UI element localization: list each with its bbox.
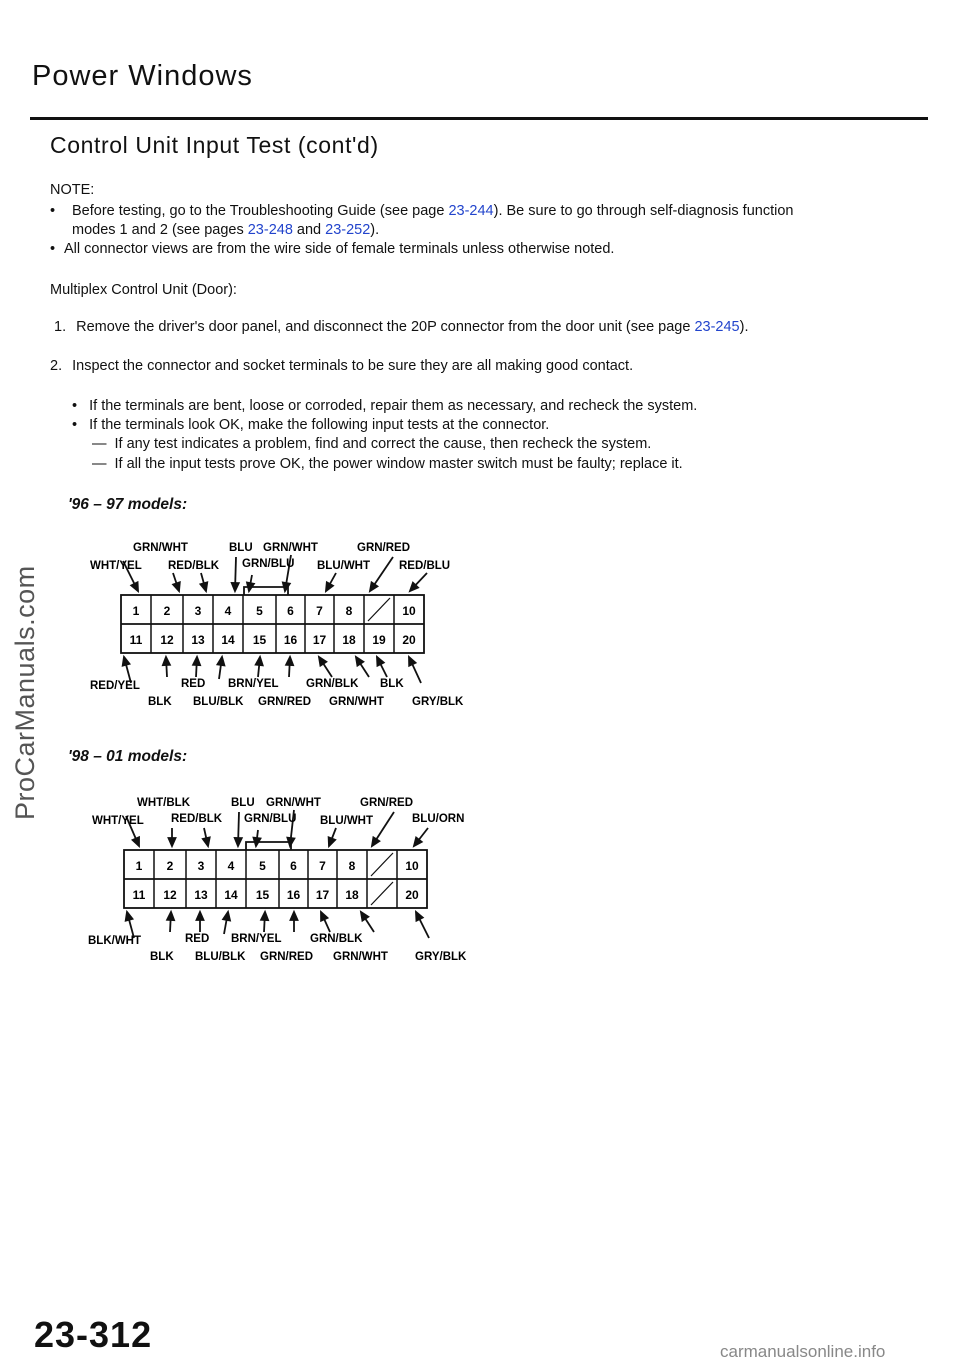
wire-label: GRN/WHT — [266, 797, 321, 809]
pin-number: 13 — [194, 888, 208, 902]
pin-number: 11 — [132, 888, 146, 902]
wire-arrows — [123, 555, 427, 683]
note-1-and: and — [292, 222, 326, 238]
step-1 — [54, 318, 924, 337]
wire-label: RED/BLK — [168, 560, 220, 572]
step-2-number: 2. — [50, 358, 63, 374]
connector-diagram-96-97 — [0, 525, 520, 715]
wire-label: GRN/WHT — [133, 542, 188, 554]
bullet: • — [72, 417, 78, 433]
wire-label: BLU/BLK — [193, 696, 244, 708]
wire-label: GRY/BLK — [412, 696, 464, 708]
arrow-head — [377, 657, 384, 666]
dash: — — [92, 436, 107, 452]
pin-number: 11 — [129, 633, 143, 647]
pin-number: 20 — [402, 633, 416, 647]
pin-number: 14 — [221, 633, 235, 647]
wire-arrows — [126, 810, 429, 938]
note-2-text: All connector views are from the wire side of female terminals unless otherwise noted. — [64, 241, 615, 257]
wire-label: GRN/RED — [260, 951, 314, 963]
pin-number: 8 — [348, 859, 356, 873]
pin-number: 6 — [290, 859, 297, 873]
pin-number: 16 — [286, 888, 301, 902]
step-2 — [50, 357, 920, 376]
note-1-text: Before testing, go to the Troubleshooting Guide (see page — [72, 203, 449, 219]
wire-label: RED — [181, 678, 206, 690]
pin-number: 6 — [287, 604, 294, 618]
diagram-2-heading: '98 – 01 models: — [68, 748, 188, 765]
arrow-head — [169, 838, 176, 846]
arrow-head — [232, 583, 239, 591]
unused-cell-slash — [368, 598, 390, 621]
pin-number: 3 — [194, 604, 202, 618]
bullet-1-text: If the terminals are bent, loose or corroded, repair them as necessary, and recheck the system. — [89, 398, 698, 414]
wire-label: BRN/YEL — [228, 678, 279, 690]
pin-number: 3 — [197, 859, 205, 873]
wire-label: GRN/RED — [357, 542, 411, 554]
arrow-head — [173, 582, 180, 591]
wire-label: BLK/WHT — [88, 935, 142, 947]
watermark: ProCarManuals.com — [10, 565, 40, 820]
arrow-head — [326, 582, 333, 591]
pin-number: 16 — [283, 633, 298, 647]
wire-label: GRY/BLK — [415, 951, 467, 963]
step-2-text: Inspect the connector and socket terminals to be sure they are all making good contact. — [72, 358, 634, 374]
arrow-head — [319, 657, 326, 666]
arrow-head — [256, 657, 263, 665]
arrow-head — [200, 582, 207, 591]
wire-label: WHT/YEL — [92, 815, 144, 827]
pin-number: 5 — [256, 604, 263, 618]
wire-label: GRN/BLU — [244, 813, 297, 825]
subbullet-1-text: If any test indicates a problem, find and correct the cause, then recheck the system. — [114, 436, 652, 452]
arrow-head — [286, 657, 293, 665]
footer-site: carmanualsonline.info — [720, 1342, 886, 1361]
arrow-head — [133, 837, 139, 846]
pin-numbers — [133, 859, 419, 902]
wire-label: BLK — [148, 696, 172, 708]
arrow-head — [163, 657, 170, 665]
arrow-head — [370, 582, 377, 591]
wire-label: GRN/WHT — [329, 696, 384, 708]
arrow-head — [291, 912, 298, 920]
wire-label: BLU — [231, 797, 255, 809]
wire-labels-top — [92, 797, 464, 827]
wire-label: BLU/BLK — [195, 951, 246, 963]
arrow-head — [126, 912, 133, 921]
bullet-1 — [72, 397, 922, 416]
arrow-head — [416, 912, 423, 921]
unused-cell-slash — [371, 882, 393, 905]
arrow-head — [372, 837, 379, 846]
wire-label: GRN/RED — [258, 696, 312, 708]
connector-diagram-98-01 — [0, 780, 520, 970]
note-2 — [50, 240, 920, 259]
unused-cell-slash — [371, 853, 393, 876]
pin-numbers — [130, 604, 416, 647]
subbullet-2-text: If all the input tests prove OK, the power window master switch must be faulty; replace it. — [114, 456, 683, 472]
arrow-head — [361, 912, 368, 921]
wire-label: GRN/WHT — [333, 951, 388, 963]
dash: — — [92, 456, 107, 472]
pin-number: 2 — [163, 604, 171, 618]
arrow-head — [197, 912, 204, 920]
arrow-head — [235, 838, 242, 846]
pin-number: 5 — [259, 859, 266, 873]
note-1 — [50, 202, 920, 240]
pin-number: 10 — [405, 859, 419, 873]
page-title: Power Windows — [32, 60, 253, 92]
arrow-head — [356, 657, 363, 666]
arrow-head — [123, 657, 130, 666]
wire-labels-bottom — [88, 933, 467, 963]
step-1-number: 1. — [54, 319, 67, 335]
pin-number: 2 — [166, 859, 174, 873]
arrow-head — [247, 582, 254, 591]
pin-number: 1 — [132, 604, 140, 618]
pin-number: 15 — [255, 888, 270, 902]
wire-label: GRN/BLK — [306, 678, 359, 690]
pin-number: 20 — [405, 888, 419, 902]
arrow-head — [321, 912, 327, 921]
subbullet-2 — [92, 455, 922, 474]
pin-number: 7 — [319, 859, 326, 873]
wire-label: GRN/WHT — [263, 542, 318, 554]
pin-number: 4 — [224, 604, 232, 618]
wire-label: GRN/BLK — [310, 933, 363, 945]
arrow-head — [167, 912, 174, 920]
pin-number: 12 — [160, 633, 174, 647]
wire-label: GRN/BLU — [242, 558, 295, 570]
wire-label: BLU/WHT — [320, 815, 374, 827]
wire-label: RED/BLK — [171, 813, 223, 825]
wire-label: BLK — [380, 678, 404, 690]
step-1-text: Remove the driver's door panel, and disconnect the 20P connector from the door unit (see page — [76, 319, 695, 335]
arrow-head — [409, 657, 416, 666]
page-link-23-252[interactable]: 23-252 — [325, 222, 371, 238]
wire-label: GRN/RED — [360, 797, 414, 809]
pin-number: 8 — [345, 604, 353, 618]
page-number: 23-312 — [34, 1314, 153, 1355]
bullet-2 — [72, 416, 922, 435]
pin-number: 10 — [402, 604, 416, 618]
wire-label: BLU/ORN — [412, 813, 465, 825]
arrow-head — [287, 838, 294, 846]
pin-number: 17 — [315, 888, 330, 902]
note-1-text-cont: ). Be sure to go through self-diagnosis function — [493, 203, 794, 219]
bullet: • — [72, 398, 78, 414]
wire-label: WHT/YEL — [90, 560, 142, 572]
page-link-23-245[interactable]: 23-245 — [694, 319, 740, 335]
pin-number: 15 — [252, 633, 267, 647]
note-1-line2: modes 1 and 2 (see pages — [72, 222, 248, 238]
pin-number: 14 — [224, 888, 238, 902]
wire-label: BLK — [150, 951, 174, 963]
pin-number: 4 — [227, 859, 235, 873]
arrow-head — [193, 657, 200, 665]
note-label: NOTE: — [50, 182, 95, 198]
wire-labels-bottom — [90, 678, 464, 708]
wire-label: RED — [185, 933, 210, 945]
pin-number: 1 — [135, 859, 143, 873]
wire-label: BLU/WHT — [317, 560, 371, 572]
step-1-end: ). — [739, 319, 749, 335]
subbullet-1 — [92, 435, 922, 454]
note-1-end: ). — [370, 222, 380, 238]
pin-number: 17 — [312, 633, 327, 647]
arrow-head — [203, 837, 210, 846]
arrow-head — [254, 838, 261, 846]
pin-number: 19 — [372, 633, 386, 647]
wire-label: RED/YEL — [90, 680, 140, 692]
arrow-head — [131, 582, 138, 591]
wire-label: BRN/YEL — [231, 933, 282, 945]
bullet-2-text: If the terminals look OK, make the following input tests at the connector. — [89, 417, 550, 433]
title-rule — [30, 117, 928, 120]
arrow-head — [217, 657, 224, 665]
wire-label: RED/BLU — [399, 560, 451, 572]
wire-label: WHT/BLK — [137, 797, 191, 809]
wire-labels-top — [90, 542, 450, 572]
pin-number: 12 — [163, 888, 177, 902]
arrow-head — [261, 912, 268, 920]
wire-label: BLU — [229, 542, 253, 554]
pin-number: 13 — [191, 633, 205, 647]
section-label: Multiplex Control Unit (Door): — [50, 282, 237, 298]
bullet: • — [50, 203, 56, 219]
pin-number: 18 — [345, 888, 359, 902]
pin-number: 18 — [342, 633, 356, 647]
diagram-1-heading: '96 – 97 models: — [68, 496, 188, 513]
page-link-23-244[interactable]: 23-244 — [448, 203, 494, 219]
bullet: • — [50, 241, 56, 257]
arrow-head — [329, 837, 336, 846]
section-subtitle: Control Unit Input Test (cont'd) — [50, 132, 379, 158]
pin-number: 7 — [316, 604, 323, 618]
arrow-head — [223, 912, 230, 920]
page-link-23-248[interactable]: 23-248 — [247, 222, 293, 238]
